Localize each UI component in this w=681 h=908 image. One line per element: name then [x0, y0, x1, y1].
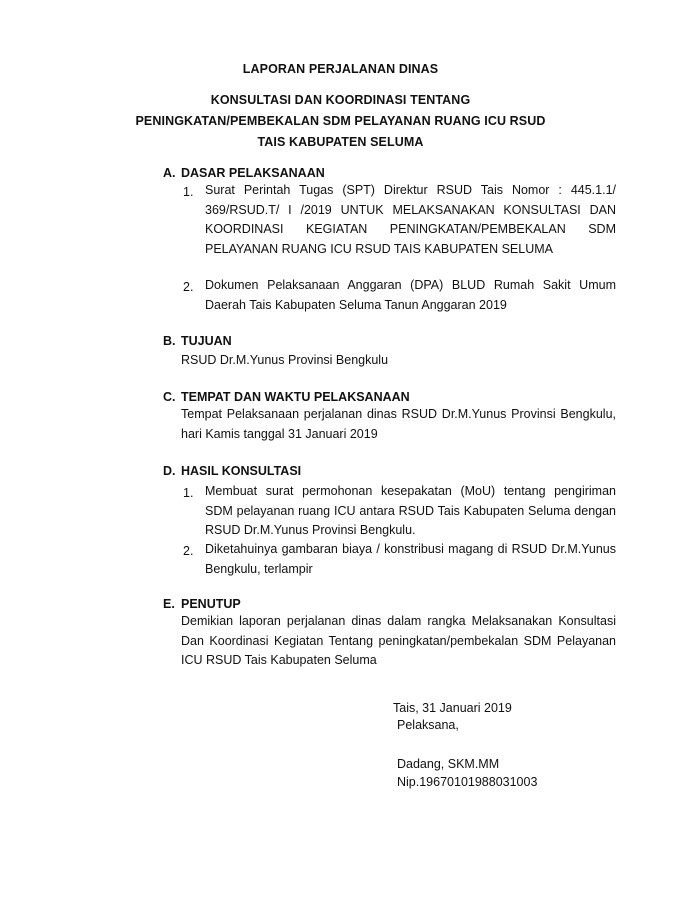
- section-c-text: Tempat Pelaksanaan perjalanan dinas RSUD Dr.M.Yunus Provinsi Bengkulu, hari Kamis tanggal 31 Januari 2019: [181, 407, 616, 441]
- section-b-text: RSUD Dr.M.Yunus Provinsi Bengkulu: [181, 353, 389, 367]
- section-a-item-1-text: Surat Perintah Tugas (SPT) Direktur RSUD Tais Nomor : 445.1.1/ 369/RSUD.T/ I /2019 UNTUK MELAKSANAKAN KONSULTASI DAN KOORDINASI KEGIATAN PENINGKATAN/PEMBEKALAN SDM PELAYANAN RUANG ICU RSUD TAIS KABUPATEN SELUMA: [205, 183, 616, 256]
- section-d-letter: D.: [163, 464, 176, 478]
- section-e-title: PENUTUP: [181, 597, 241, 611]
- subtitle-line-2: PENINGKATAN/PEMBEKALAN SDM PELAYANAN RUANG ICU RSUD: [135, 114, 546, 128]
- section-a-item-2-number: 2.: [183, 280, 194, 294]
- section-e-text: Demikian laporan perjalanan dinas dalam rangka Melaksanakan Konsultasi Dan Koordinasi Kegiatan Tentang peningkatan/pembekalan SDM Pelayanan ICU RSUD Tais Kabupaten Seluma: [181, 614, 616, 667]
- subtitle-line-1: KONSULTASI DAN KOORDINASI TENTANG: [210, 93, 471, 107]
- document-subtitle: [0, 90, 681, 153]
- section-c-title: TEMPAT DAN WAKTU PELAKSANAAN: [181, 390, 410, 404]
- document-title: LAPORAN PERJALANAN DINAS: [242, 62, 439, 76]
- signature-name: Dadang, SKM.MM: [397, 757, 500, 771]
- section-a-item-2-text: Dokumen Pelaksanaan Anggaran (DPA) BLUD Rumah Sakit Umum Daerah Tais Kabupaten Seluma Tanun Anggaran 2019: [205, 278, 616, 312]
- section-a-title: DASAR PELAKSANAAN: [181, 166, 325, 180]
- section-d-item-2-number: 2.: [183, 544, 194, 558]
- section-d-item-1-number: 1.: [183, 486, 194, 500]
- section-d-title: HASIL KONSULTASI: [181, 464, 302, 478]
- subtitle-line-3: TAIS KABUPATEN SELUMA: [257, 135, 424, 149]
- section-b-letter: B.: [163, 334, 176, 348]
- section-e-heading: [163, 597, 241, 611]
- section-e-letter: E.: [163, 597, 175, 611]
- section-b-title: TUJUAN: [181, 334, 232, 348]
- section-a-letter: A.: [163, 166, 176, 180]
- section-b-heading: [163, 334, 232, 348]
- section-d-heading: [163, 464, 301, 478]
- section-a-item-1-number: 1.: [183, 185, 194, 199]
- section-d-item-1-text: Membuat surat permohonan kesepakatan (MoU) tentang pengiriman SDM pelayanan ruang ICU antara RSUD Tais Kabupaten Seluma dengan RSUD Dr.M.Yunus Provinsi Bengkulu.: [205, 484, 616, 537]
- section-a-heading: [163, 166, 325, 180]
- signature-role: Pelaksana,: [397, 718, 459, 732]
- section-d-item-2-text: Diketahuinya gambaran biaya / konstribusi magang di RSUD Dr.M.Yunus Bengkulu, terlampir: [205, 542, 616, 576]
- section-c-letter: C.: [163, 390, 176, 404]
- signature-place-date: Tais, 31 Januari 2019: [393, 701, 512, 715]
- signature-nip: Nip.196701019880310​03: [397, 775, 538, 789]
- section-c-heading: [163, 390, 410, 404]
